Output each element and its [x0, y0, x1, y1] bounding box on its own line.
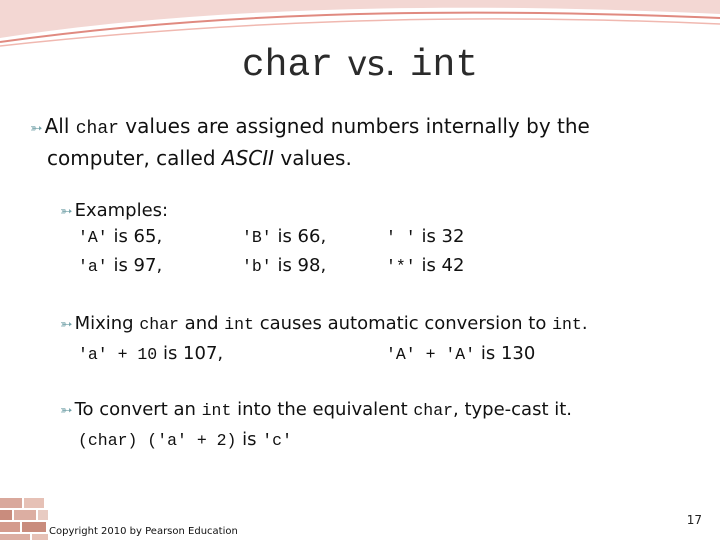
- example-code: 'A': [78, 228, 108, 247]
- example-code: 'b': [242, 257, 272, 276]
- bullet-emphasis: ASCII: [221, 146, 275, 170]
- convert-code: char: [413, 401, 454, 420]
- mixing-text: Mixing: [74, 313, 140, 334]
- bullet-code: char: [75, 119, 119, 139]
- example-code: ' ': [386, 228, 416, 247]
- examples-heading: [60, 200, 168, 221]
- mixing-example-text: is 107,: [157, 343, 224, 364]
- slide-title: [0, 40, 720, 87]
- example-text: is 42: [415, 255, 465, 276]
- bullet-text: All: [44, 114, 76, 138]
- mixing-example-code: 'A' + 'A': [386, 345, 476, 364]
- title-int: int: [409, 44, 479, 87]
- convert-example-result: 'c': [262, 431, 292, 450]
- mixing-example-text: is 130: [475, 343, 536, 364]
- mixing-text: causes automatic conversion to: [253, 313, 553, 334]
- examples-label: Examples:: [74, 200, 169, 221]
- mixing-bullet: [60, 313, 588, 334]
- mixing-code: int: [224, 315, 254, 334]
- example-text: is 66,: [271, 226, 327, 247]
- mixing-text: .: [581, 313, 588, 334]
- bullet-text: computer, called: [47, 146, 222, 170]
- convert-text: , type-cast it.: [453, 399, 573, 420]
- bullet-text: values.: [274, 146, 352, 170]
- page-number: 17: [686, 513, 702, 527]
- example-cell: [386, 255, 464, 276]
- bullet-arrow-icon: ➳: [60, 401, 73, 419]
- example-code: 'B': [242, 228, 272, 247]
- example-text: is 65,: [107, 226, 163, 247]
- bullet-arrow-icon: ➳: [30, 119, 43, 137]
- convert-example-code: (char) ('a' + 2): [78, 431, 237, 450]
- example-cell: [78, 226, 162, 247]
- example-text: is 97,: [107, 255, 163, 276]
- mixing-text: and: [178, 313, 225, 334]
- convert-bullet: [60, 399, 572, 420]
- convert-code: int: [201, 401, 232, 420]
- example-code: 'a': [78, 257, 108, 276]
- bullet-arrow-icon: ➳: [60, 315, 73, 333]
- convert-example: [78, 429, 292, 450]
- mixing-example: [78, 343, 223, 364]
- bullet-ascii: [30, 112, 710, 173]
- example-text: is 32: [415, 226, 465, 247]
- title-vs: vs.: [347, 44, 396, 84]
- mixing-code: char: [139, 315, 179, 334]
- example-code: '*': [386, 257, 416, 276]
- mixing-example: [386, 343, 535, 364]
- convert-text: To convert an: [74, 399, 202, 420]
- convert-text: into the equivalent: [231, 399, 414, 420]
- example-text: is 98,: [271, 255, 327, 276]
- bullet-arrow-icon: ➳: [60, 202, 73, 220]
- title-char: char: [241, 44, 334, 87]
- copyright-footer: Copyright 2010 by Pearson Education: [49, 526, 238, 537]
- mixing-example-code: 'a' + 10: [78, 345, 158, 364]
- example-cell: [242, 255, 326, 276]
- example-cell: [386, 226, 464, 247]
- convert-example-text: is: [236, 429, 263, 450]
- bullet-text: values are assigned numbers internally by the: [118, 114, 590, 138]
- mixing-code: int: [552, 315, 582, 334]
- example-cell: [78, 255, 162, 276]
- example-cell: [242, 226, 326, 247]
